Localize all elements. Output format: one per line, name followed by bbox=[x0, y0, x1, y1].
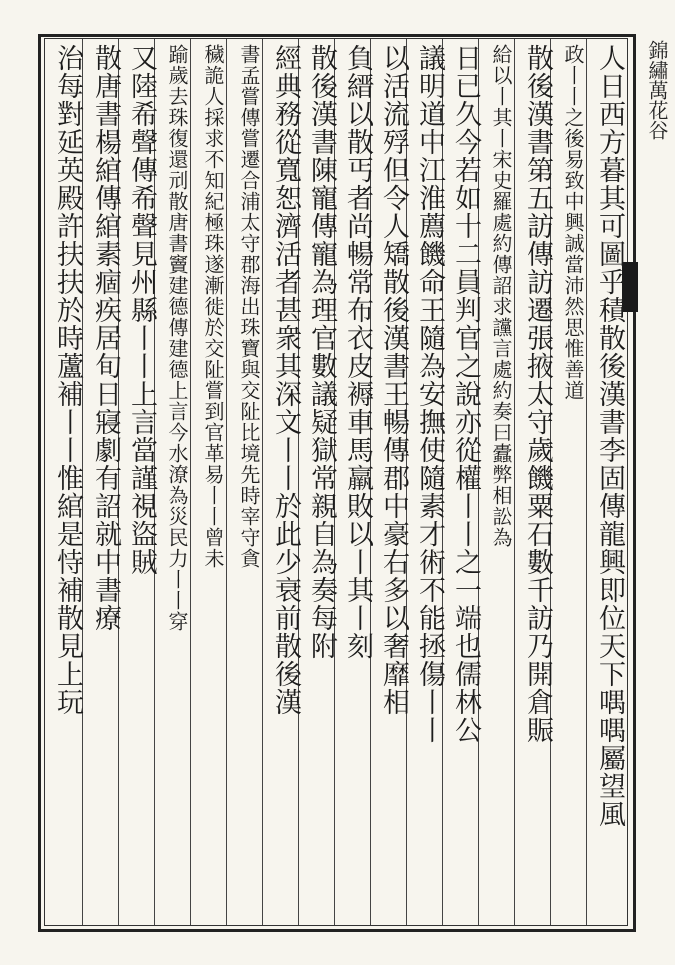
text-column-1: 人日西方暮其可圖乎積散後漢書李固傳龍興即位天下喁喁屬望風 bbox=[594, 44, 625, 828]
text-column-12: 穢詭人採求不知紀極珠遂漸徙於交阯嘗到官革易丨丨曾未 bbox=[201, 44, 225, 569]
volume-label bbox=[640, 40, 642, 940]
text-column-3: 散後漢書第五訪傳訪遷張掖太守歲饑粟石數千訪乃開倉賑 bbox=[522, 44, 553, 744]
text-column-2: 政丨丨之後易致中興誠當沛然思惟善道 bbox=[561, 44, 585, 401]
text-column-10: 經典務從寬恕濟活者甚衆其深文丨丨於此少衰前散後漢 bbox=[270, 44, 301, 716]
page-margin-label bbox=[640, 40, 672, 940]
text-column-14: 又陸希聲傳希聲見州縣丨丨上言當謹視盜賊 bbox=[126, 44, 157, 576]
book-title: 錦繡萬花谷 bbox=[645, 40, 669, 140]
text-column-7: 以活流殍但令人矯散後漢書王暢傳郡中豪右多以奢靡相 bbox=[378, 44, 409, 716]
text-column-16: 治每對延英殿許扶扶於時蘆補丨丨惟綰是恃補散見上玩 bbox=[52, 44, 83, 716]
text-column-8: 負縉以散丐者尚暢常布衣皮褥車馬羸敗以丨其丨刻 bbox=[342, 44, 373, 660]
text-column-11: 書孟嘗傳嘗遷合浦太守郡海出珠寶與交阯比境先時宰守貪 bbox=[237, 44, 261, 569]
text-column-15: 散唐書楊綰傳綰素痼疾居旬日寢劇有詔就中書療 bbox=[90, 44, 121, 632]
text-column-6: 議明道中江淮薦饑命王隨為安撫使隨素才術不能拯傷丨丨 bbox=[414, 44, 445, 744]
text-column-13: 踰歲去珠復還刓散唐書竇建德傳建德上言今水潦為災民力丨丨穿 bbox=[165, 44, 189, 632]
text-column-5: 日已久今若如十二員判官之說亦從權丨丨之一端也儒林公 bbox=[450, 44, 481, 744]
text-column-9: 散後漢書陳寵傳寵為理官數議疑獄常親自為奏每附 bbox=[306, 44, 337, 660]
text-column-4: 給以丨其丨宋史羅處約傳詔求讜言處約奏曰蠹弊相訟為 bbox=[489, 44, 513, 548]
